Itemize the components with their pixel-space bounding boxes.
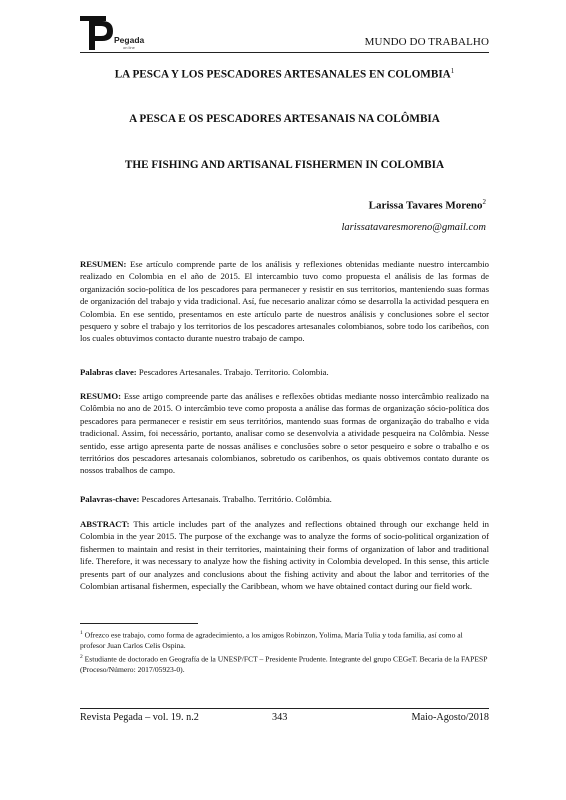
resumen-paragraph [80, 258, 489, 345]
footer-journal: Revista Pegada – vol. 19. n.2 [80, 712, 199, 723]
palabras-clave-paragraph [80, 366, 489, 378]
title-spanish: LA PESCA Y LOS PESCADORES ARTESANALES EN COLOMBIA$^1$ [114, 67, 455, 81]
section-title: MUNDO DO TRABALHO [364, 36, 489, 48]
footnote-ref-2[interactable]: 2 [482, 198, 486, 206]
palavras-chave-paragraph [80, 493, 489, 505]
abstract-label: ABSTRACT: [80, 519, 130, 529]
title-english: THE FISHING AND ARTISANAL FISHERMEN IN COLOMBIA [124, 159, 445, 171]
palabras-clave-label: Palabras clave: [80, 367, 137, 377]
footnote-divider [80, 623, 198, 624]
abstract-paragraph [80, 518, 489, 592]
resumen-text: Ese artículo comprende parte de los análisis y reflexiones obtenidas mediante nuestro intercambio realizado en Colombia en el año de 2015. El intercambio tuvo como propuesta el análisis de las formas de organización socio-política de los pescadores para permanecer y resistir en sus territorios, manteniendo suas formas de organización del trabajo y vida tradicional. Así, fue necesario analizar cómo se desarrolla la actividad pesquera en Colombia. En ese sentido, presentamos en este artículo parte de nuestros análisis y conclusiones sobre el sector pesquero y sobre el trabajo y los territorios de los pescadores artesanales colombianos, sobre todo los caribeños, con los cuales obtuvimos contacto durante nuestro trabajo de campo. [80, 259, 489, 344]
logo-text: Pegada [114, 35, 145, 45]
resumen-label: RESUMEN: [80, 259, 127, 269]
footer-divider [80, 708, 489, 709]
abstract-text: This article includes part of the analyzes and reflections obtained through our exchange held in Colombia in the year 2015. The purpose of the exchange was to analyze the forms of socio-political organization of fishermen to maintain and resist in their territories, maintaining their forms of organization of labor and traditional life. Therefore, it was necessary to analyze how the fishing activity in Colombia developed. In this sense, this article presents part of our analyzes and conclusions about the fishing activity and about the labor and territories of the Colombian artisanal fishermen, especially the Caribbean, whom we have obtained contact during our field work. [80, 519, 489, 592]
palavras-chave-label: Palavras-chave: [80, 494, 140, 504]
resumo-label: RESUMO: [80, 391, 122, 401]
footer-page-number: 343 [272, 712, 288, 723]
author-email[interactable]: larissatavaresmoreno@gmail.com [341, 222, 486, 233]
resumo-text: Esse artigo compreende parte das análises e reflexões obtidas mediante nosso intercâmbio realizado na Colômbia no ano de 2015. O intercâmbio teve como proposta a análise das formas de organização sócio-política dos pescadores para permanecer e resistir em seus territórios, mantendo suas formas de organização do trabalho e vida tradicional. Assim, foi necessário, portanto, analisar como se desenvolvia a atividade pesqueira na Colômbia. Nesse sentido, esse artigo apresenta parte de nossas análises e conclusões sobre o setor pesqueiro e sobre o trabalho e os territórios dos pescadores artesanais colombianos, sobretudo os caribenhos, os quais obtivemos contato durante os nossos trabalhos de campo. [80, 391, 489, 476]
palabras-clave-text: Pescadores Artesanales. Trabajo. Territorio. Colombia. [136, 367, 329, 377]
page-header [80, 14, 489, 52]
pegada-logo-icon [80, 14, 150, 52]
resumo-paragraph [80, 390, 489, 477]
footnote-2: $^2$ Estudiante de doctorado en Geografía de la UNESP/FCT – Presidente Prudente. Integrante del grupo CEGeT. Becaria de la FAPESP (Proceso/Número: 2017/05923-0). [80, 654, 488, 675]
footer-date: Maio-Agosto/2018 [411, 712, 489, 723]
title-portuguese: A PESCA E OS PESCADORES ARTESANAIS NA COLÔMBIA [129, 113, 440, 125]
footnote-ref-1[interactable]: 1 [450, 67, 455, 75]
header-divider [80, 52, 489, 53]
author-name: Larissa Tavares Moreno$^2$ [368, 198, 486, 212]
footnote-1: $^1$ Ofrezco ese trabajo, como forma de agradecimiento, a los amigos Robinzon, Yolima, María Tulia y toda familia, así como al profesor Juan Carlos Celis Ospina. [80, 630, 463, 651]
logo-subtext: on line [123, 45, 135, 50]
palavras-chave-text: Pescadores Artesanais. Trabalho. Território. Colômbia. [139, 494, 332, 504]
